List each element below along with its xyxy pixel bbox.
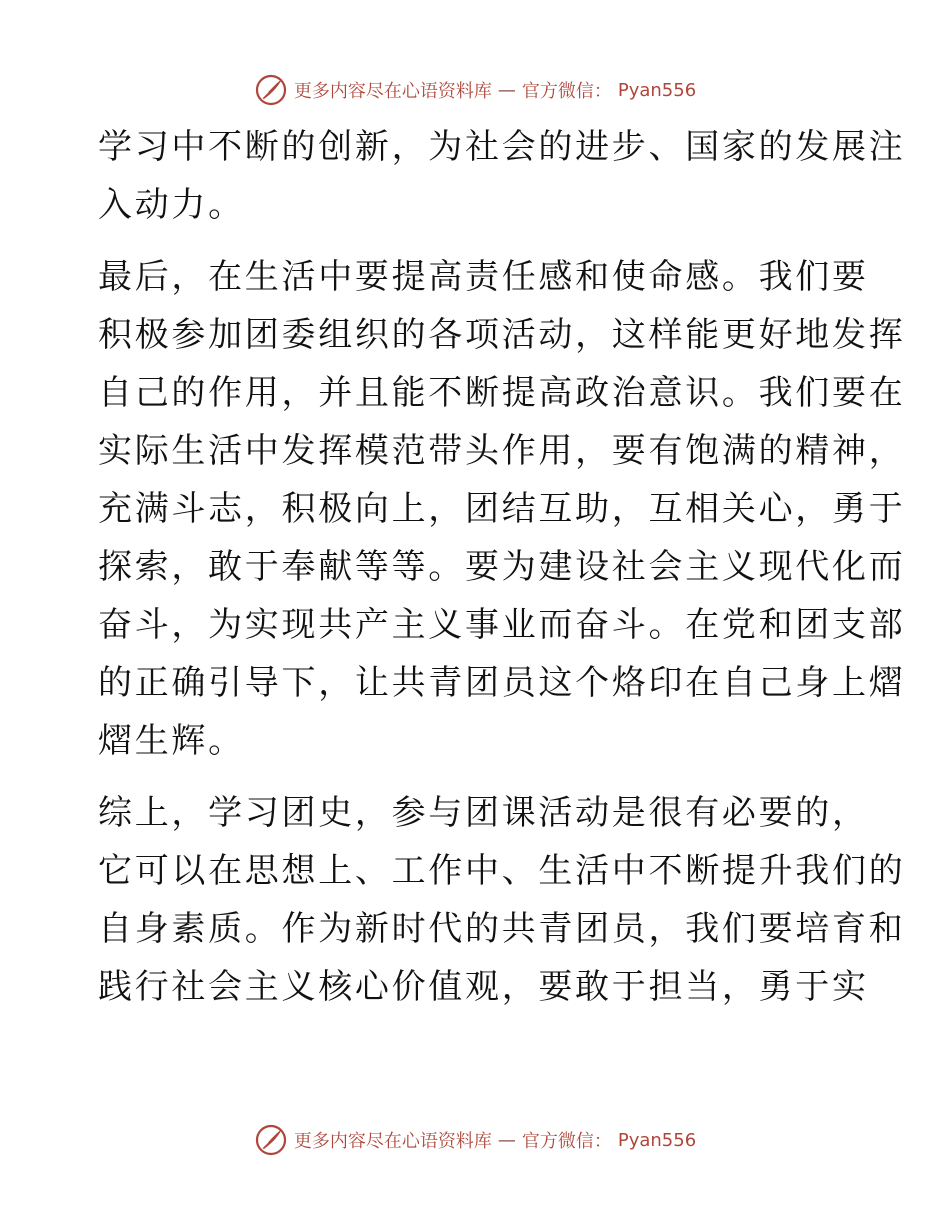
watermark-site-text: 更多内容尽在心语资料库 xyxy=(293,1131,492,1152)
text-line: 实际生活中发挥模范带头作用，要有饱满的精神， xyxy=(98,431,906,471)
text-line: 充满斗志，积极向上，团结互助，互相关心，勇于 xyxy=(98,489,906,529)
footer-watermark xyxy=(0,1120,950,1160)
text-line: 它可以在思想上、工作中、生活中不断提升我们的 xyxy=(98,851,906,891)
watermark-official-label: 官方微信： xyxy=(521,81,612,102)
watermark-contact-id: Pyan556 xyxy=(617,79,697,101)
text-line: 自身素质。作为新时代的共青团员，我们要培育和 xyxy=(98,909,906,949)
paragraph-2 xyxy=(98,248,906,770)
text-line: 最后，在生活中要提高责任感和使命感。我们要 xyxy=(98,257,869,297)
text-line: 积极参加团委组织的各项活动，这样能更好地发挥 xyxy=(98,315,906,355)
text-line: 自己的作用，并且能不断提高政治意识。我们要在 xyxy=(98,373,906,413)
text-line: 奋斗，为实现共产主义事业而奋斗。在党和团支部 xyxy=(98,605,906,645)
feather-pen-logo-icon xyxy=(254,1123,288,1157)
watermark-site-text: 更多内容尽在心语资料库 xyxy=(293,81,492,102)
watermark-official-label: 官方微信： xyxy=(521,1131,612,1152)
watermark-contact-id: Pyan556 xyxy=(617,1129,697,1151)
text-line: 探索，敢于奉献等等。要为建设社会主义现代化而 xyxy=(98,547,906,587)
document-body xyxy=(98,118,906,1030)
paragraph-1 xyxy=(98,118,906,234)
watermark-separator: — xyxy=(497,1129,516,1151)
feather-pen-logo-icon xyxy=(254,73,288,107)
paragraph-3 xyxy=(98,784,906,1016)
watermark-separator: — xyxy=(497,79,516,101)
text-line: 熠生辉。 xyxy=(98,721,245,761)
header-watermark xyxy=(0,70,950,110)
text-line: 综上，学习团史，参与团课活动是很有必要的， xyxy=(98,793,869,833)
text-line: 入动力。 xyxy=(98,185,245,225)
text-line: 践行社会主义核心价值观，要敢于担当，勇于实 xyxy=(98,967,869,1007)
text-line: 的正确引导下，让共青团员这个烙印在自己身上熠 xyxy=(98,663,906,703)
text-line: 学习中不断的创新，为社会的进步、国家的发展注 xyxy=(98,127,906,167)
